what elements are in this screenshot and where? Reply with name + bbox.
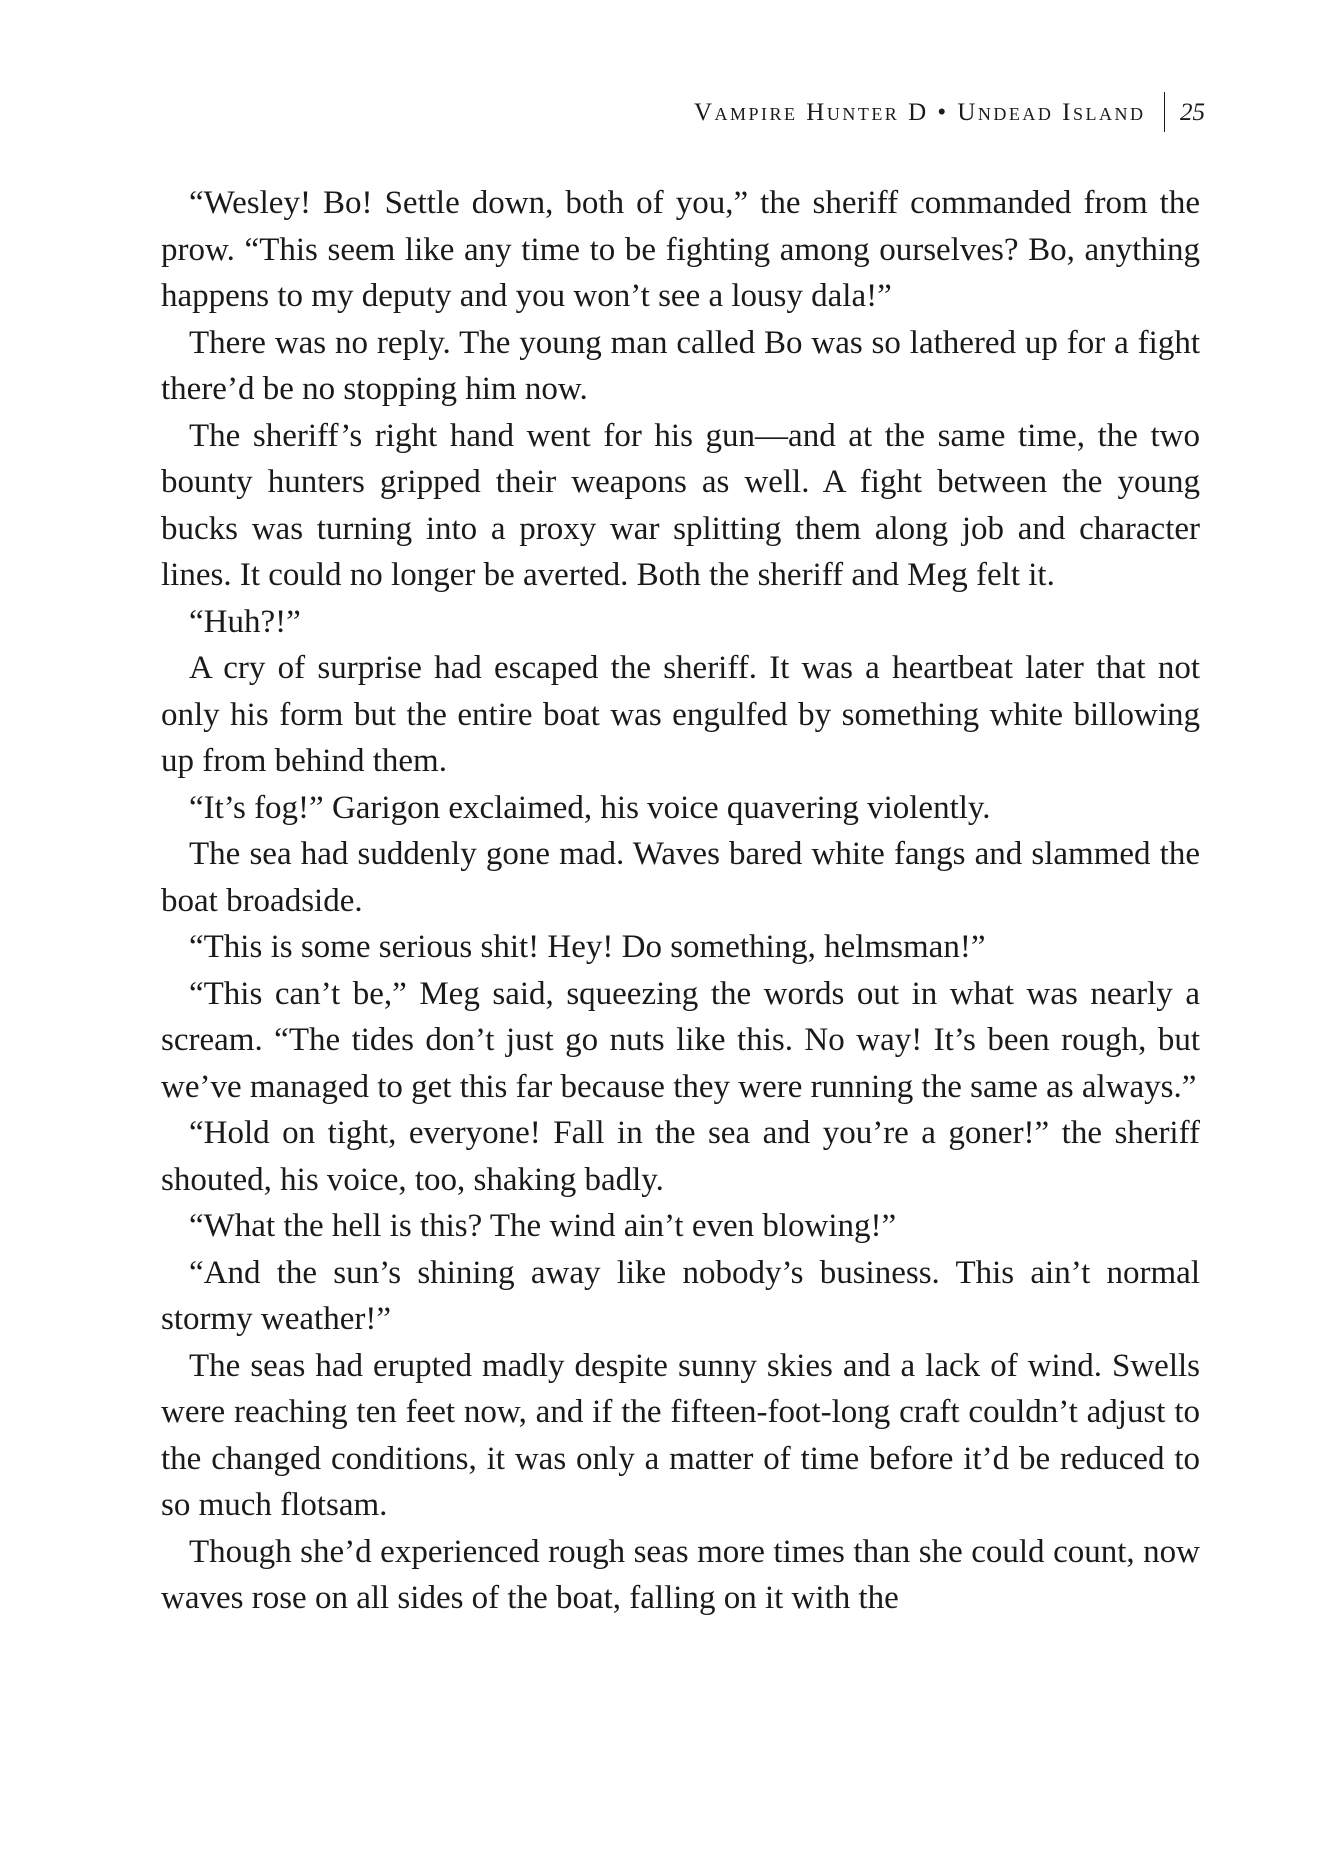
- page-number: 25: [1180, 98, 1205, 126]
- paragraph: The sea had suddenly gone mad. Waves bared white fangs and slammed the boat broadside.: [161, 836, 1200, 919]
- paragraph: The sheriff’s right hand went for his gun—and at the same time, the two bounty hunters gripped their weapons as well. A fight between the young bucks was turning into a proxy war splitting them along job and character lines. It could no longer be averted. Both the sheriff and Meg felt it.: [161, 417, 1200, 593]
- header-divider: [1164, 92, 1166, 132]
- paragraph: A cry of surprise had escaped the sheriff. It was a heartbeat later that not only his form but the entire boat was engulfed by something white billowing up from behind them.: [161, 650, 1200, 779]
- paragraph: Though she’d experienced rough seas more times than she could count, now waves rose on all sides of the boat, falling on it with the: [161, 1533, 1200, 1616]
- running-title: Vampire Hunter D • Undead Island: [693, 98, 1146, 126]
- paragraph: There was no reply. The young man called Bo was so lathered up for a fight there’d be no stopping him now.: [161, 324, 1200, 407]
- running-head: [694, 92, 1205, 132]
- paragraph: “This is some serious shit! Hey! Do something, helmsman!”: [189, 929, 986, 965]
- paragraph: “And the sun’s shining away like nobody’s business. This ain’t normal stormy weather!”: [161, 1254, 1200, 1337]
- paragraph: “It’s fog!” Garigon exclaimed, his voice quavering violently.: [189, 789, 991, 826]
- paragraph: “What the hell is this? The wind ain’t even blowing!”: [189, 1208, 897, 1244]
- paragraph: The seas had erupted madly despite sunny skies and a lack of wind. Swells were reaching ten feet now, and if the fifteen-foot-long craft couldn’t adjust to the changed conditions, it was only a matter of time before it’d be reduced to so much flotsam.: [161, 1347, 1200, 1523]
- paragraph: “Wesley! Bo! Settle down, both of you,” the sheriff commanded from the prow. “This seem like any time to be fighting among ourselves? Bo, anything happens to my deputy and you won’t see a lousy dala!”: [161, 185, 1200, 314]
- paragraph: “Hold on tight, everyone! Fall in the sea and you’re a goner!” the sheriff shouted, his voice, too, shaking badly.: [161, 1115, 1200, 1198]
- paragraph: “This can’t be,” Meg said, squeezing the words out in what was nearly a scream. “The tides don’t just go nuts like this. No way! It’s been rough, but we’ve managed to get this far because they were running the same as always.”: [161, 975, 1200, 1105]
- body-text: [161, 180, 1200, 1622]
- paragraph: “Huh?!”: [189, 603, 301, 640]
